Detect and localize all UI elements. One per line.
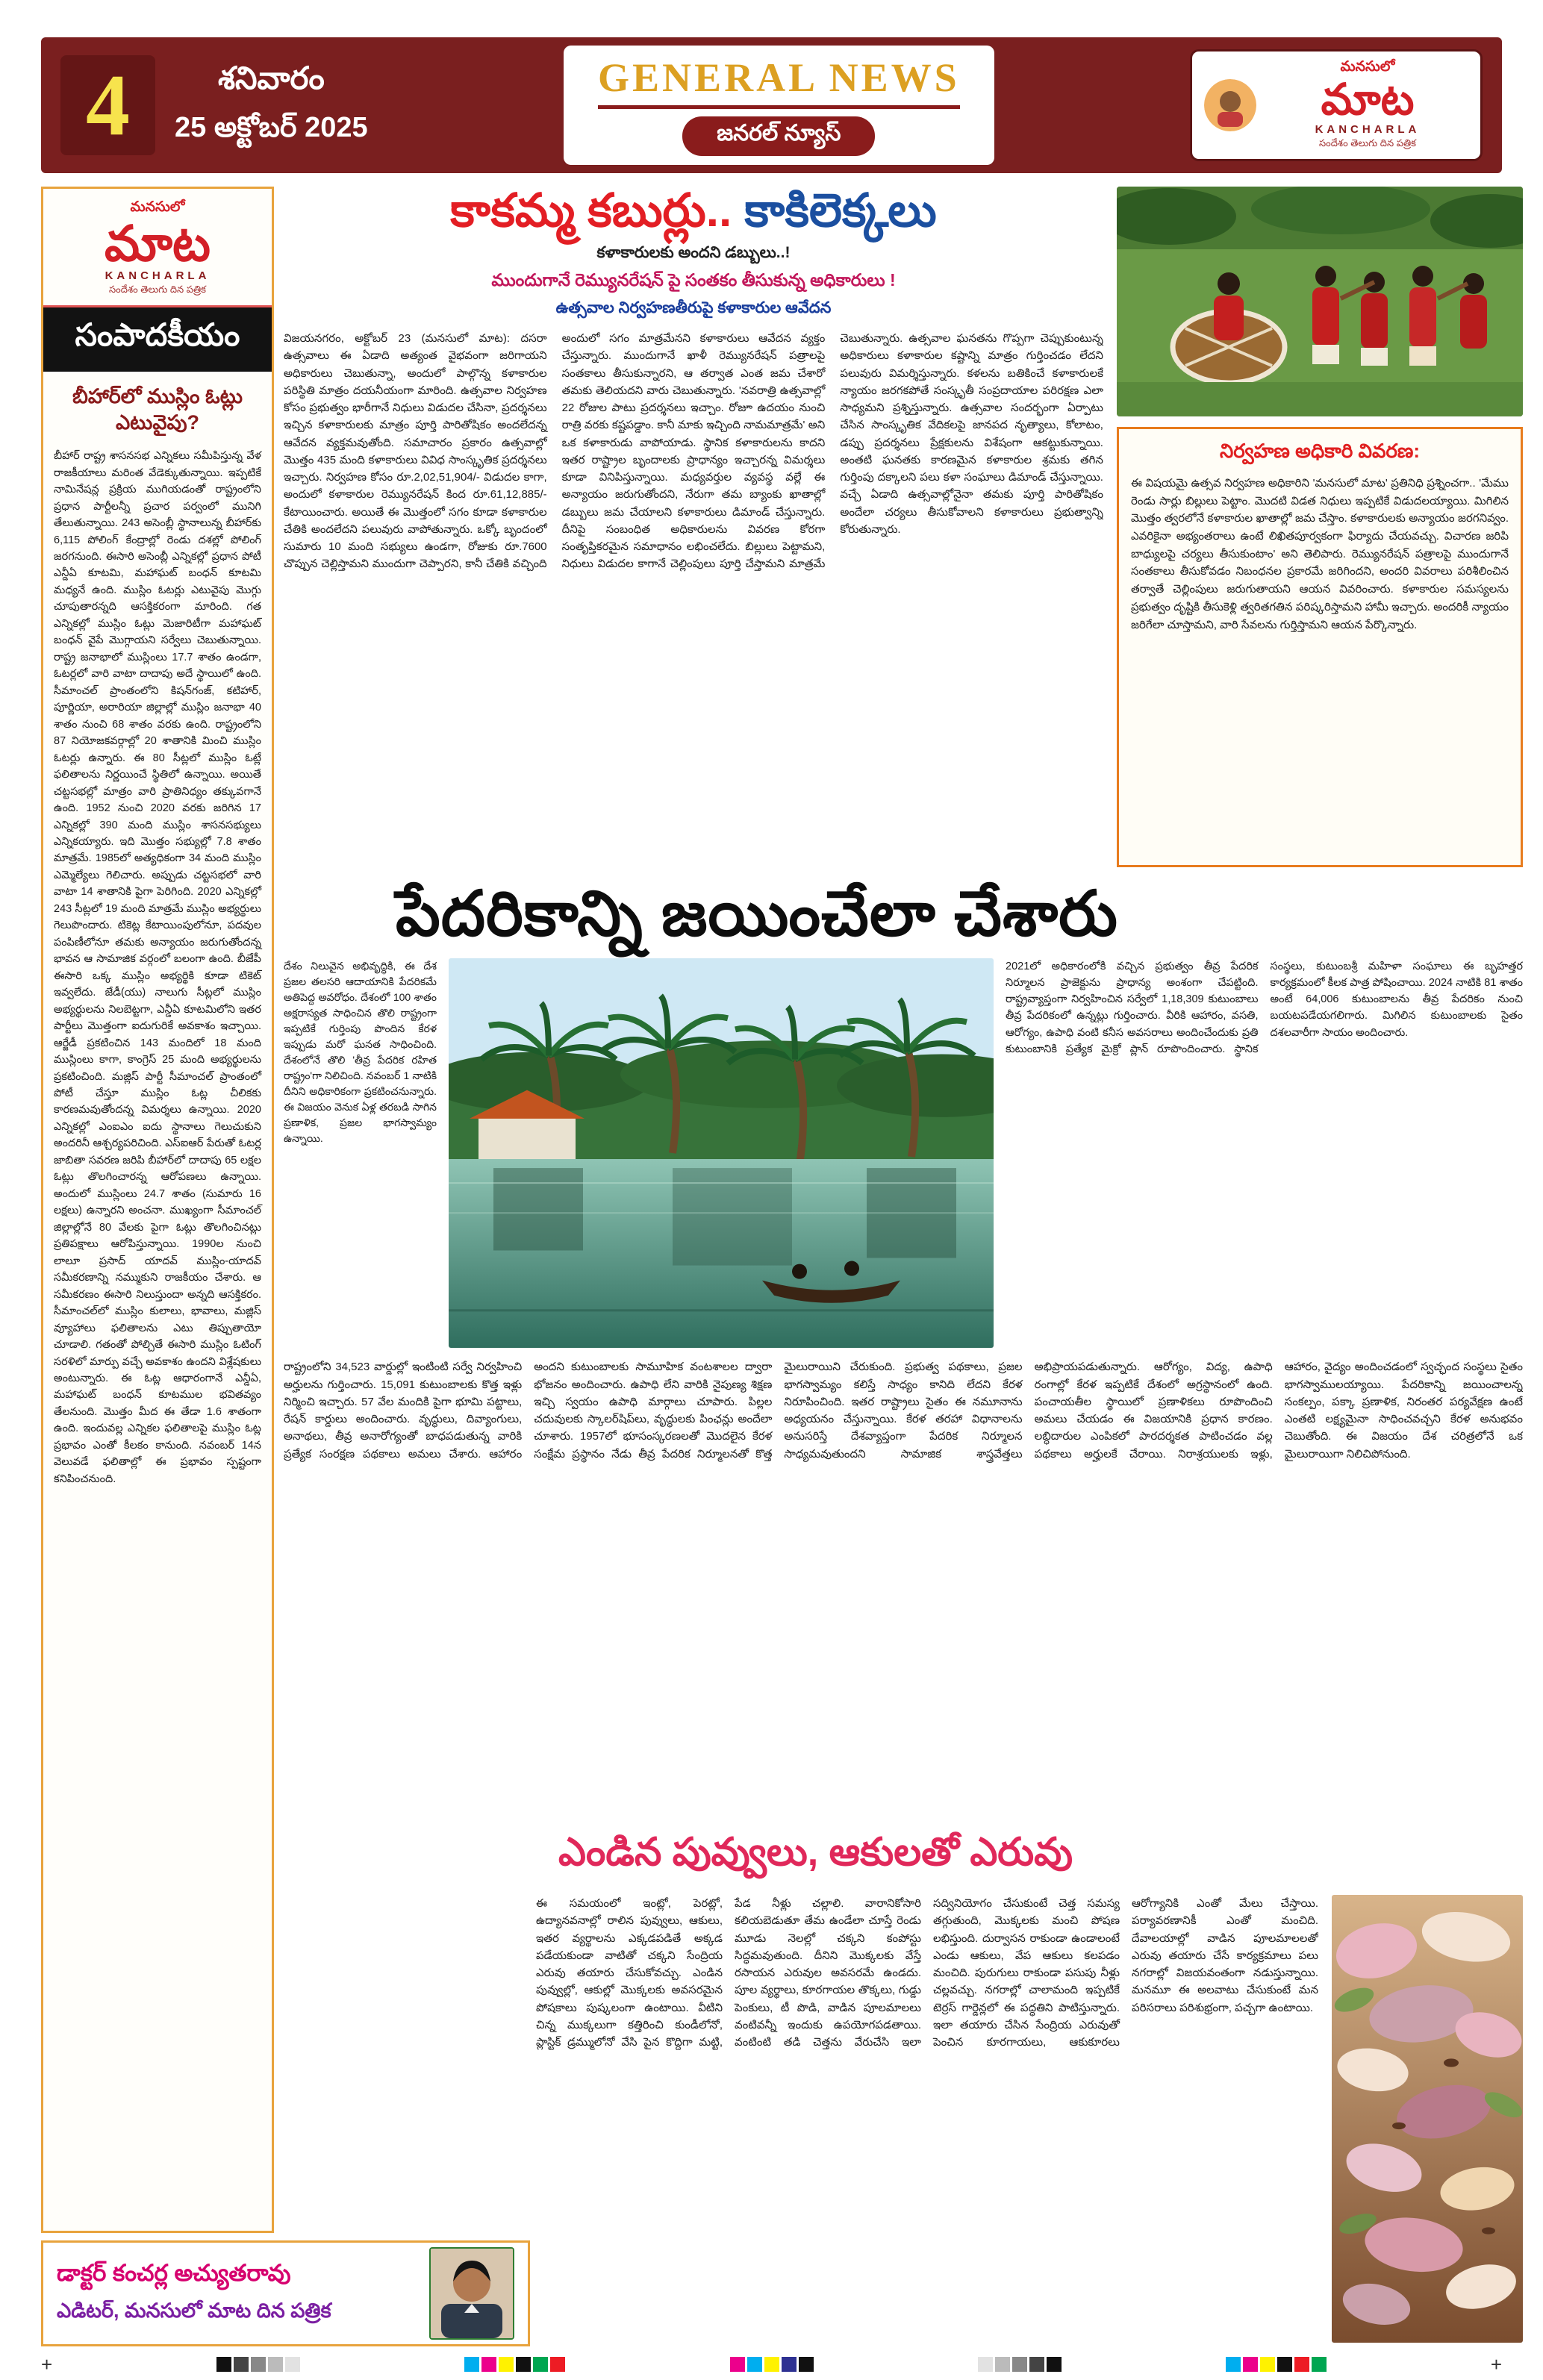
section-banner <box>564 46 994 165</box>
clarification-title: నిర్వహణ అధికారి వివరణ: <box>1220 440 1420 462</box>
dried-flowers-photo <box>1332 1895 1523 2343</box>
article-kakamma-kickers <box>284 244 1103 321</box>
editorial-headline: బీహార్‌లో ముస్లిం ఓట్లు ఎటువైపు? <box>72 385 243 434</box>
brand-name: మాట <box>1321 75 1415 124</box>
brand-org: KANCHARLA <box>105 269 211 282</box>
editorial-masthead <box>43 189 272 307</box>
registration-mark-right: + <box>1490 2353 1503 2376</box>
print-calibration-strip <box>41 2353 1503 2376</box>
article-kakamma <box>284 187 1523 867</box>
cmyk-color-bar <box>464 2357 565 2372</box>
official-clarification-box <box>1117 427 1523 867</box>
gray-scale-bar <box>216 2357 300 2372</box>
brand-org: KANCHARLA <box>1315 123 1421 136</box>
brand-name: మాట <box>105 216 211 271</box>
editor-credit-box <box>41 2240 530 2346</box>
article-kerala-cols-bottom: రాష్ట్రంలోని 34,523 వార్డుల్లో ఇంటింటి సర్వే నిర్వహించి అర్హులను గుర్తించారు. 15,091 కుటుంబాలకు కొత్త ఇళ్లు నిర్మించి ఇచ్చారు. 57 వేల మందికి పైగా భూమి పట్టాలు, రేషన్ కార్డులు అందించారు. వృద్ధులు, దివ్యాంగులు, అనాథలు, తీవ్ర అనారోగ్యంతో బాధపడుతున్న వారికి ప్రత్యేక సంరక్షణ పథకాలు అమలు చేశారు. ఆహారం అందని కుటుంబాలకు సామూహిక వంటశాలల ద్వారా భోజనం అందించారు. ఉపాధి లేని వారికి నైపుణ్య శిక్షణ ఇచ్చి స్వయం ఉపాధి మార్గాలు చూపారు. పిల్లల చదువులకు స్కాలర్‌షిప్‌లు, వృద్ధులకు పింఛన్లు అందేలా చూశారు. 1957లో భూసంస్కరణలతో మొదలైన కేరళ సంక్షేమ ప్రస్థానం నేడు తీవ్ర పేదరిక నిర్మూలనతో కొత్త మైలురాయిని చేరుకుంది. ప్రభుత్వ పథకాలు, ప్రజల భాగస్వామ్యం కలిస్తే సాధ్యం కానిది లేదని కేరళ నిరూపించింది. ఇతర రాష్ట్రాలు సైతం ఈ నమూనాను అధ్యయనం చేస్తున్నాయి. కేరళ తరహా విధానాలను అనుసరిస్తే దేశవ్యాప్తంగా పేదరిక నిర్మూలన సాధ్యమవుతుందని సామాజిక శాస్త్రవేత్తలు అభిప్రాయపడుతున్నారు. ఆరోగ్యం, విద్య, ఉపాధి రంగాల్లో కేరళ ఇప్పటికే దేశంలో అగ్రస్థానంలో ఉంది. పంచాయతీల స్థాయిలో ప్రణాళికలు రూపొందించి అమలు చేయడం ఈ విజయానికి ప్రధాన కారణం. లబ్ధిదారుల ఎంపికలో పారదర్శకత పాటించడం వల్ల పథకాలు అర్హులకే చేరాయి. నిరాశ్రయులకు ఇళ్లు, ఆహారం, వైద్యం అందించడంలో స్వచ్ఛంద సంస్థలు సైతం భాగస్వాములయ్యాయి. పేదరికాన్ని జయించాలన్న సంకల్పం, పక్కా ప్రణాళిక, నిరంతర పర్యవేక్షణ ఉంటే ఎంతటి లక్ష్యమైనా సాధించవచ్చని కేరళ అనుభవం చెబుతోంది. ఈ విజయం దేశ చరిత్రలోనే ఒక మైలురాయిగా నిలిచిపోనుంది. <box>284 1361 1523 1461</box>
gray-scale-bar <box>978 2357 1062 2372</box>
page-header <box>41 37 1502 173</box>
headline-part-blue: కాకిలెక్కలు <box>732 185 937 237</box>
registration-mark-left: + <box>41 2353 53 2376</box>
brand-top-word: మనసులో <box>1340 59 1395 75</box>
article-kerala-cols-right: 2021లో అధికారంలోకి వచ్చిన ప్రభుత్వం తీవ్ర పేదరిక నిర్మూలన ప్రాజెక్టును ప్రాధాన్య అంశంగా చేపట్టింది. రాష్ట్రవ్యాప్తంగా నిర్వహించిన సర్వేలో 1,18,309 కుటుంబాలు తీవ్ర పేదరికంలో ఉన్నట్లు గుర్తించారు. వీరికి ఆహారం, వసతి, ఆరోగ్యం, ఉపాధి వంటి కనీస అవసరాలు అందించేందుకు ప్రతి కుటుంబానికి ప్రత్యేక మైక్రో ప్లాన్ రూపొందించారు. స్థానిక సంస్థలు, కుటుంబశ్రీ మహిళా సంఘాలు ఈ బృహత్తర కార్యక్రమంలో కీలక పాత్ర పోషించాయి. 2024 నాటికి 81 శాతం అంటే 64,006 కుటుంబాలను తీవ్ర పేదరికం నుంచి బయటపడేయగలిగారు. మిగిలిన కుటుంబాలకు సైతం దశలవారీగా సాయం అందించారు. <box>1006 961 1523 1055</box>
article-kakamma-side <box>1117 187 1523 867</box>
headline-part-red: కాకమ్మ కబుర్లు.. <box>450 185 732 237</box>
brand-top-word: మనసులో <box>130 199 185 215</box>
section-title-te: జనరల్ న్యూస్ <box>682 116 875 156</box>
article-kakamma-body: విజయనగరం, అక్టోబర్ 23 (మనసులో మాట): దసరా ఉత్సవాలు ఈ ఏడాది అత్యంత వైభవంగా జరిగాయని అధికారులు చెబుతున్నా, అందులో పాల్గొన్న కళాకారుల పరిస్థితి మాత్రం దయనీయంగా మారింది. ఉత్సవాల నిర్వహణ కోసం ప్రభుత్వం భారీగానే నిధులు విడుదల చేసినా, ప్రదర్శనలు ఇచ్చిన కళాకారులకు మాత్రం పూర్తి పారితోషికం అందలేదన్న ఆవేదన వ్యక్తమవుతోంది. సమాచారం ప్రకారం ఉత్సవాల్లో మొత్తం 435 మంది కళాకారులు వివిధ సాంస్కృతిక ప్రదర్శనలు ఇచ్చారు. నిర్వహణ కోసం రూ.2,02,51,904/- విడుదల కాగా, అందులో కళాకారుల రెమ్యునరేషన్ కింద రూ.61,12,885/- కేటాయించారు. అయితే ఈ మొత్తంలో సగం కూడా కళాకారుల చేతికి అందలేదని పలువురు వాపోతున్నారు. ఒక్కో బృందంలో సుమారు 10 మంది సభ్యులు ఉండగా, రోజుకు రూ.7600 చొప్పున చెల్లిస్తామని ముందుగా చెప్పారని, కానీ చేతికి వచ్చింది అందులో సగం మాత్రమేనని కళాకారులు ఆవేదన వ్యక్తం చేస్తున్నారు. ముందుగానే ఖాళీ రెమ్యునరేషన్ పత్రాలపై సంతకాలు తీసుకున్నారని, ఆ తర్వాత ఎంత జమ చేశారో తమకు తెలియదని వారు చెబుతున్నారు. 'నవరాత్రి ఉత్సవాల్లో 22 రోజుల పాటు ప్రదర్శనలు ఇచ్చాం. రోజూ ఉదయం నుంచి రాత్రి వరకు కష్టపడ్డాం. కానీ మాకు ఇచ్చింది నామమాత్రమే' అని ఒక కళాకారుడు వాపోయాడు. స్థానిక కళాకారులను కాదని ఇతర రాష్ట్రాల బృందాలకు ప్రాధాన్యం ఇచ్చారన్న విమర్శలు కూడా వినిపిస్తున్నాయి. మధ్యవర్తుల వ్యవస్థ వల్లే ఈ అన్యాయం జరుగుతోందని, నేరుగా తమ బ్యాంకు ఖాతాల్లో డబ్బులు జమ చేయాలని కళాకారులు డిమాండ్ చేస్తున్నారు. దీనిపై సంబంధిత అధికారులను వివరణ కోరగా సంతృప్తికరమైన సమాధానం లభించలేదు. బిల్లులు పెట్టామని, నిధులు విడుదల కాగానే చెల్లింపులు పూర్తి చేస్తామని మాత్రమే చెబుతున్నారు. ఉత్సవాల ఘనతను గొప్పగా చెప్పుకుంటున్న అధికారులు కళాకారుల కష్టాన్ని మాత్రం గుర్తించడం లేదని పలువురు విమర్శిస్తున్నారు. కళలను బతికించే కళాకారులకే న్యాయం జరగకపోతే సంస్కృతీ సంప్రదాయాల పరిరక్షణ ఎలా సాధ్యమని ప్రశ్నిస్తున్నారు. ఉత్సవాల సందర్భంగా ఏర్పాటు చేసిన సాంస్కృతిక వేదికలపై జానపద నృత్యాలు, కోలాటం, డప్పు ప్రదర్శనలు ప్రేక్షకులను విశేషంగా ఆకట్టుకున్నాయి. అంతటి ఘనతకు కారణమైన కళాకారుల శ్రమకు తగిన గుర్తింపు దక్కాలని పలు కళా సంఘాలు డిమాండ్ చేస్తున్నాయి. వచ్చే ఏడాది ఉత్సవాల్లోనైనా తమకు పూర్తి పారితోషికం అందేలా చర్యలు తీసుకోవాలని కళాకారులు ప్రభుత్వాన్ని కోరుతున్నారు. <box>284 332 1103 571</box>
cmyk-color-bar <box>1226 2357 1327 2372</box>
editor-credit-text <box>57 2260 331 2328</box>
cmyk-color-bar <box>730 2357 814 2372</box>
article-compost-content <box>536 1895 1523 2343</box>
kicker-line-1: కళాకారులకు అందని డబ్బులు..! <box>596 244 791 262</box>
editor-name: డాక్టర్ కంచర్ల అచ్యుతరావు <box>57 2259 291 2286</box>
article-compost <box>536 1827 1523 2346</box>
article-compost-headline: ఎండిన పువ్వులు, ఆకులతో ఎరువు <box>558 1831 1073 1874</box>
article-kerala-col-left: దేశం నిలువైన అభివృద్ధికి, ఈ దేశ ప్రజల తలసరి ఆదాయానికి పేదరికమే అతిపెద్ద అవరోధం. దేశంలో 100 శాతం అక్షరాస్యత సాధించిన తొలి రాష్ట్రంగా ఇప్పటికే గుర్తింపు పొందిన కేరళ ఇప్పుడు మరో ఘనత సాధించింది. దేశంలోనే తొలి 'తీవ్ర పేదరిక రహిత రాష్ట్రం'గా నిలిచింది. నవంబర్ 1 నాటికి దీనిని అధికారికంగా ప్రకటించనున్నారు. ఈ విజయం వెనుక ఏళ్ల తరబడి సాగిన ప్రణాళిక, ప్రజల భాగస్వామ్యం ఉన్నాయి. <box>284 960 437 1145</box>
section-title-en: GENERAL NEWS <box>598 54 960 109</box>
article-compost-body: ఈ సమయంలో ఇంట్లో, పెరట్లో, ఉద్యానవనాల్లో రాలిన పువ్వులు, ఆకులు, ఇతర వ్యర్థాలను ఎక్కడపడితే అక్కడ పడేయకుండా వాటితో చక్కని సేంద్రియ ఎరువు తయారు చేసుకోవచ్చు. ఎండిన పువ్వుల్లో, ఆకుల్లో మొక్కలకు అవసరమైన పోషకాలు పుష్కలంగా ఉంటాయి. వీటిని చిన్న ముక్కలుగా కత్తిరించి కుండీలోనో, ప్లాస్టిక్ డ్రమ్ములోనో వేసి పైన కొద్దిగా మట్టి, పేడ నీళ్లు చల్లాలి. వారానికోసారి కలియబెడుతూ తేమ ఉండేలా చూస్తే రెండు మూడు నెలల్లో చక్కని కంపోస్టు సిద్ధమవుతుంది. దీనిని మొక్కలకు వేస్తే రసాయన ఎరువుల అవసరమే ఉండదు. పూల వ్యర్థాలు, కూరగాయల తొక్కలు, గుడ్డు పెంకులు, టీ పొడి, వాడిన పూలమాలలు వంటివన్నీ ఇందుకు ఉపయోగపడతాయి. వంటింటి తడి చెత్తను వేరుచేసి ఇలా సద్వినియోగం చేసుకుంటే చెత్త సమస్య తగ్గుతుంది, మొక్కలకు మంచి పోషణ లభిస్తుంది. దుర్వాసన రాకుండా ఉండాలంటే ఎండు ఆకులు, వేప ఆకులు కలపడం మంచిది. పురుగులు రాకుండా పసుపు నీళ్లు చల్లవచ్చు. నగరాల్లో చాలామంది ఇప్పటికే టెర్రస్ గార్డెన్లలో ఈ పద్ధతిని పాటిస్తున్నారు. ఇలా తయారు చేసిన సేంద్రియ ఎరువుతో పెంచిన కూరగాయలు, ఆకుకూరలు ఆరోగ్యానికి ఎంతో మేలు చేస్తాయి. పర్యావరణానికీ ఎంతో మంచిది. దేవాలయాల్లో వాడిన పూలమాలలతో ఎరువు తయారు చేసే కార్యక్రమాలు పలు నగరాల్లో విజయవంతంగా నడుస్తున్నాయి. మనమూ ఈ అలవాటు చేసుకుంటే మన పరిసరాలు పరిశుభ్రంగా, పచ్చగా ఉంటాయి. <box>536 1897 1318 2049</box>
article-kerala <box>284 879 1523 1809</box>
folk-dance-photo <box>1117 187 1523 416</box>
editor-photo <box>429 2247 514 2340</box>
article-kakamma-headline <box>284 187 1103 235</box>
editorial-label: సంపాదకీయం <box>43 307 272 372</box>
brand-text <box>1267 59 1468 152</box>
article-kakamma-main <box>284 187 1103 867</box>
editorial-column <box>41 187 274 2233</box>
header-left <box>60 55 368 155</box>
article-kerala-top <box>284 958 1523 1348</box>
brand-tagline: సందేశం తెలుగు దిన పత్రిక <box>1319 137 1416 149</box>
clarification-body: ఈ విషయమై ఉత్సవ నిర్వహణ అధికారిని 'మనసులో మాట' ప్రతినిధి ప్రశ్నించగా.. 'మేము రెండు సార్లు బిల్లులు పెట్టాం. మొదటి విడత నిధులు ఇప్పటికే విడుదలయ్యాయి. మిగిలిన మొత్తం త్వరలోనే కళాకారుల ఖాతాల్లో జమ చేస్తాం. కళాకారులకు అన్యాయం జరగనివ్వం. ఎవరికైనా అభ్యంతరాలు ఉంటే లిఖితపూర్వకంగా ఫిర్యాదు చేయవచ్చు. విచారణ జరిపి బాధ్యులపై చర్యలు తీసుకుంటాం' అని తెలిపారు. రెమ్యునరేషన్ పత్రాలపై ముందుగానే సంతకాలు తీసుకోవడం నిబంధనల ప్రకారమే జరిగిందని, అందరి వివరాలు పరిశీలించిన తర్వాతే చెల్లింపులు జరుగుతాయని ఆయన వివరించారు. కళాకారుల సమస్యలను ప్రభుత్వం దృష్టికి తీసుకెళ్లి త్వరితగతిన పరిష్కరిస్తామని హామీ ఇచ్చారు. అందరికీ న్యాయం జరిగేలా చూస్తామని, వారి సేవలను గుర్తిస్తామని ఆయన పేర్కొన్నారు. <box>1131 477 1509 631</box>
kicker-line-3: ఉత్సవాల నిర్వహణతీరుపై కళాకారుల ఆవేదన <box>555 299 832 317</box>
editor-role: ఎడిటర్, మనసులో మాట దిన పత్రిక <box>57 2299 331 2322</box>
brand-portrait-icon <box>1204 79 1256 131</box>
editorial-body-text: బీహార్ రాష్ట్ర శాసనసభ ఎన్నికలు సమీపిస్తున్న వేళ రాజకీయాలు మరింత వేడెక్కుతున్నాయి. ఇప్పటికే నామినేషన్ల ప్రక్రియ ముగియడంతో రాష్ట్రంలోని ప్రధాన పార్టీలన్నీ ప్రచార పర్వంలో మునిగి తేలుతున్నాయి. 243 అసెంబ్లీ స్థానాలున్న బీహార్‌కు 6,115 పోలింగ్ కేంద్రాల్లో రెండు దశల్లో పోలింగ్ జరగనుంది. ఈసారి అసెంబ్లీ ఎన్నికల్లో ప్రధాన పోటీ ఎన్డీఏ కూటమి, మహాఘట్ బంధన్ కూటమి మధ్యనే ఉంది. ముస్లిం ఓటర్లు ఎటువైపు మొగ్గు చూపుతారన్నది ఆసక్తికరంగా మారింది. గత ఎన్నికల్లో ముస్లిం ఓట్లు మెజారిటీగా మహాఘట్ బంధన్ వైపే మొగ్గాయని సర్వేలు చెబుతున్నాయి. రాష్ట్ర జనాభాలో ముస్లింలు 17.7 శాతం ఉండగా, ఓటర్లలో వారి వాటా దాదాపు అదే స్థాయిలో ఉంది. సీమాంచల్ ప్రాంతంలోని కిషన్‌గంజ్, కటిహార్, పూర్ణియా, అరారియా జిల్లాల్లో ముస్లిం జనాభా 40 శాతం నుంచి 68 శాతం వరకు ఉంది. రాష్ట్రంలోని 87 నియోజకవర్గాల్లో 20 శాతానికి మించి ముస్లిం ఓటర్లు ఉన్నారు. ఈ 80 సీట్లలో ముస్లిం ఓట్లే ఫలితాలను నిర్ణయించే స్థితిలో ఉన్నాయి. అయితే చట్టసభల్లో మాత్రం వారి ప్రాతినిధ్యం తక్కువగానే ఉంది. 1952 నుంచి 2020 వరకు జరిగిన 17 ఎన్నికల్లో 390 మంది ముస్లిం శాసనసభ్యులు ఎన్నికయ్యారు. ఇది మొత్తం సభ్యుల్లో 7.8 శాతం మాత్రమే. 1985లో అత్యధికంగా 34 మంది ముస్లిం ఎమ్మెల్యేలు గెలిచారు. అప్పుడు చట్టసభలో వారి వాటా 14 శాతానికి పైగా పెరిగింది. 2020 ఎన్నికల్లో 243 సీట్లలో 19 మంది మాత్రమే ముస్లిం అభ్యర్థులు గెలుపొందారు. టికెట్ల కేటాయింపులోనూ, పదవుల పంపిణీలోనూ తమకు అన్యాయం జరుగుతోందన్న భావన ఆ సామాజిక వర్గంలో బలంగా ఉంది. బీజేపీ ఈసారి ఒక్క ముస్లిం అభ్యర్థికి కూడా టికెట్ ఇవ్వలేదు. జేడీ(యు) నాలుగు సీట్లలో ముస్లిం అభ్యర్థులను నిలబెట్టగా, ఎన్డీఏ కూటమిలోని ఇతర పార్టీలు మొత్తంగా ఐదుగురికే అవకాశం ఇచ్చాయి. ఆర్జేడీ ప్రకటించిన 143 మందిలో 18 మంది ముస్లింలు కాగా, కాంగ్రెస్ 25 మంది అభ్యర్థులను ప్రకటించింది. మజ్లిస్ పార్టీ సీమాంచల్ ప్రాంతంలో పోటీ చేస్తూ ముస్లిం ఓట్ల చీలికకు కారణమవుతోందన్న విమర్శలు ఉన్నాయి. 2020 ఎన్నికల్లో ఎంఐఎం ఐదు స్థానాలు గెలుచుకుని అందరినీ ఆశ్చర్యపరిచింది. ఎస్ఐఆర్ పేరుతో ఓటర్ల జాబితా సవరణ జరిపి బీహార్‌లో దాదాపు 65 లక్షల ఓట్లు తొలగించారన్న ఆరోపణలు ఉన్నాయి. అందులో ముస్లింలు 24.7 శాతం (సుమారు 16 లక్షలు) ఉన్నారని అంచనా. ముఖ్యంగా సీమాంచల్ జిల్లాల్లోనే 80 వేలకు పైగా ఓట్లు తొలగించినట్లు ప్రతిపక్షాలు ఆరోపిస్తున్నాయి. 1990ల నుంచి లాలూ ప్రసాద్ యాదవ్ ముస్లిం-యాదవ్ సమీకరణాన్ని నమ్ముకుని రాజకీయం చేశారు. ఆ సమీకరణం ఈసారి నిలుస్తుందా అన్నది ఆసక్తికరం. సీమాంచల్‌లో ముస్లిం కులాలు, భావాలు, మజ్లిస్ వ్యూహాలు ఫలితాలను ఎటు తిప్పుతాయో చూడాలి. గతంతో పోల్చితే ఈసారి ముస్లిం ఓటింగ్ సరళిలో మార్పు వచ్చే అవకాశం ఉందని విశ్లేషకులు అంటున్నారు. ఈ ఓట్ల ఆధారంగానే ఎన్డీఏ, మహాఘట్ బంధన్ కూటముల భవితవ్యం తేలనుంది. మొత్తం మీద ఈ తేడా 1.6 శాతంగా ఉంది. ఇందువల్ల ఎన్నికల ఫలితాలపై ముస్లిం ఓట్ల ప్రభావం ఎంతో కీలకం కానుంది. నవంబర్ 14న వెలువడే ఫలితాల్లో ఈ ప్రభావం స్పష్టంగా కనిపించనుంది. <box>54 450 261 1485</box>
page-number: 4 <box>60 55 155 155</box>
kerala-backwaters-photo <box>449 958 994 1348</box>
article-kerala-headline: పేదరికాన్ని జయించేలా చేశారు <box>396 878 1118 949</box>
issue-date: 25 అక్టోబర్ 2025 <box>175 111 368 143</box>
date-block <box>175 60 368 151</box>
masthead-logo <box>1190 49 1483 161</box>
weekday: శనివారం <box>217 60 325 96</box>
kicker-line-2: ముందుగానే రెమ్యునరేషన్ పై సంతకం తీసుకున్న అధికారులు ! <box>491 270 896 290</box>
brand-tagline: సందేశం తెలుగు దిన పత్రిక <box>109 284 206 295</box>
